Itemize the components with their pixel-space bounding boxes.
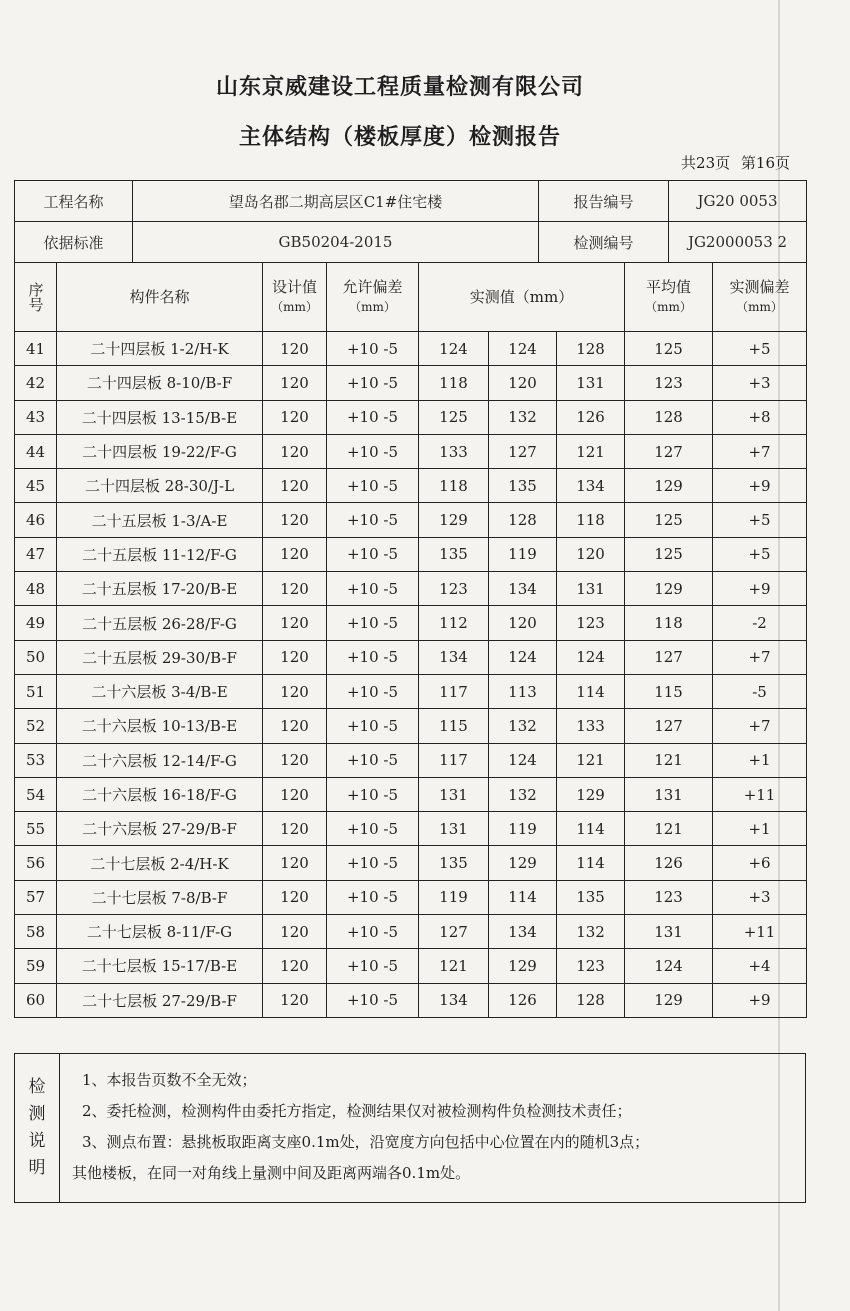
row-component-name: 二十七层板 15-17/B-E bbox=[57, 949, 263, 983]
row-tolerance: +10 -5 bbox=[327, 640, 419, 674]
row-measured-2: 120 bbox=[489, 366, 557, 400]
table-row bbox=[15, 846, 807, 880]
notes-label-text: 检测说明 bbox=[28, 1077, 46, 1178]
table-header-row bbox=[15, 263, 807, 332]
row-seq: 58 bbox=[15, 915, 57, 949]
row-measured-3: 114 bbox=[557, 812, 625, 846]
page-info bbox=[675, 152, 790, 173]
table-body bbox=[15, 332, 807, 1018]
row-seq: 44 bbox=[15, 434, 57, 468]
row-measured-1: 123 bbox=[419, 572, 489, 606]
row-measured-3: 133 bbox=[557, 709, 625, 743]
row-component-name: 二十四层板 28-30/J-L bbox=[57, 469, 263, 503]
row-average: 126 bbox=[625, 846, 713, 880]
header-avg-label: 平均值 bbox=[646, 278, 692, 296]
row-seq: 59 bbox=[15, 949, 57, 983]
row-design-value: 120 bbox=[263, 572, 327, 606]
total-pages: 共23页 bbox=[681, 154, 731, 172]
header-tolerance-label: 允许偏差 bbox=[342, 278, 403, 296]
row-design-value: 120 bbox=[263, 674, 327, 708]
row-design-value: 120 bbox=[263, 915, 327, 949]
row-component-name: 二十七层板 27-29/B-F bbox=[57, 983, 263, 1017]
row-component-name: 二十五层板 1-3/A-E bbox=[57, 503, 263, 537]
row-deviation: -5 bbox=[713, 674, 807, 708]
row-seq: 53 bbox=[15, 743, 57, 777]
row-measured-2: 124 bbox=[489, 332, 557, 366]
project-label: 工程名称 bbox=[15, 181, 133, 222]
row-measured-1: 125 bbox=[419, 400, 489, 434]
row-seq: 42 bbox=[15, 366, 57, 400]
header-design-unit: （mm） bbox=[271, 300, 318, 314]
header-deviation-unit: （mm） bbox=[736, 300, 783, 314]
row-measured-3: 126 bbox=[557, 400, 625, 434]
row-design-value: 120 bbox=[263, 812, 327, 846]
row-seq: 49 bbox=[15, 606, 57, 640]
row-measured-3: 123 bbox=[557, 606, 625, 640]
header-deviation-label: 实测偏差 bbox=[729, 278, 790, 296]
table-row bbox=[15, 983, 807, 1017]
project-value: 望岛名郡二期高层区C1#住宅楼 bbox=[133, 181, 539, 222]
row-tolerance: +10 -5 bbox=[327, 606, 419, 640]
row-measured-3: 128 bbox=[557, 332, 625, 366]
notes-label bbox=[15, 1054, 60, 1203]
row-seq: 45 bbox=[15, 469, 57, 503]
row-design-value: 120 bbox=[263, 469, 327, 503]
row-deviation: +9 bbox=[713, 983, 807, 1017]
row-deviation: +5 bbox=[713, 537, 807, 571]
standard-label: 依据标准 bbox=[15, 222, 133, 263]
table-row bbox=[15, 606, 807, 640]
row-design-value: 120 bbox=[263, 332, 327, 366]
row-design-value: 120 bbox=[263, 777, 327, 811]
row-design-value: 120 bbox=[263, 366, 327, 400]
table-row bbox=[15, 674, 807, 708]
table-row bbox=[15, 572, 807, 606]
current-page: 第16页 bbox=[740, 154, 790, 172]
row-average: 125 bbox=[625, 503, 713, 537]
row-measured-2: 135 bbox=[489, 469, 557, 503]
row-seq: 56 bbox=[15, 846, 57, 880]
row-tolerance: +10 -5 bbox=[327, 537, 419, 571]
table-row bbox=[15, 537, 807, 571]
row-deviation: +5 bbox=[713, 332, 807, 366]
row-measured-1: 117 bbox=[419, 743, 489, 777]
row-average: 121 bbox=[625, 812, 713, 846]
row-measured-2: 129 bbox=[489, 949, 557, 983]
row-tolerance: +10 -5 bbox=[327, 400, 419, 434]
row-component-name: 二十六层板 10-13/B-E bbox=[57, 709, 263, 743]
row-design-value: 120 bbox=[263, 983, 327, 1017]
row-measured-1: 118 bbox=[419, 366, 489, 400]
table-row bbox=[15, 915, 807, 949]
table-row bbox=[15, 709, 807, 743]
row-deviation: +7 bbox=[713, 640, 807, 674]
row-tolerance: +10 -5 bbox=[327, 503, 419, 537]
row-tolerance: +10 -5 bbox=[327, 469, 419, 503]
table-row bbox=[15, 503, 807, 537]
row-seq: 46 bbox=[15, 503, 57, 537]
row-seq: 50 bbox=[15, 640, 57, 674]
company-name: 山东京威建设工程质量检测有限公司 bbox=[215, 74, 584, 100]
row-measured-3: 121 bbox=[557, 434, 625, 468]
row-deviation: +11 bbox=[713, 915, 807, 949]
header-deviation bbox=[713, 263, 807, 332]
row-measured-1: 112 bbox=[419, 606, 489, 640]
row-deviation: +3 bbox=[713, 366, 807, 400]
row-measured-3: 131 bbox=[557, 572, 625, 606]
row-design-value: 120 bbox=[263, 503, 327, 537]
note-item: 其他楼板，在同一对角线上量测中间及距离两端各0.1m处。 bbox=[72, 1164, 471, 1182]
row-measured-3: 118 bbox=[557, 503, 625, 537]
row-average: 118 bbox=[625, 606, 713, 640]
row-design-value: 120 bbox=[263, 949, 327, 983]
row-measured-2: 119 bbox=[489, 537, 557, 571]
table-row bbox=[15, 777, 807, 811]
row-seq: 54 bbox=[15, 777, 57, 811]
header-design bbox=[263, 263, 327, 332]
row-tolerance: +10 -5 bbox=[327, 366, 419, 400]
row-average: 131 bbox=[625, 777, 713, 811]
row-tolerance: +10 -5 bbox=[327, 915, 419, 949]
row-average: 123 bbox=[625, 366, 713, 400]
header-avg-unit: （mm） bbox=[645, 300, 692, 314]
test-no-value: JG2000053 2 bbox=[669, 222, 807, 263]
row-deviation: +5 bbox=[713, 503, 807, 537]
header-tolerance-unit: （mm） bbox=[349, 300, 396, 314]
row-component-name: 二十四层板 19-22/F-G bbox=[57, 434, 263, 468]
row-measured-3: 121 bbox=[557, 743, 625, 777]
row-measured-1: 118 bbox=[419, 469, 489, 503]
row-deviation: +7 bbox=[713, 434, 807, 468]
row-measured-2: 113 bbox=[489, 674, 557, 708]
header-name: 构件名称 bbox=[57, 263, 263, 332]
row-deviation: +11 bbox=[713, 777, 807, 811]
row-measured-2: 132 bbox=[489, 709, 557, 743]
report-title: 主体结构（楼板厚度）检测报告 bbox=[238, 124, 561, 150]
row-component-name: 二十六层板 16-18/F-G bbox=[57, 777, 263, 811]
row-average: 125 bbox=[625, 537, 713, 571]
row-component-name: 二十六层板 27-29/B-F bbox=[57, 812, 263, 846]
row-measured-2: 126 bbox=[489, 983, 557, 1017]
row-deviation: +6 bbox=[713, 846, 807, 880]
row-measured-1: 134 bbox=[419, 983, 489, 1017]
row-component-name: 二十五层板 17-20/B-E bbox=[57, 572, 263, 606]
row-deviation: +1 bbox=[713, 812, 807, 846]
row-seq: 52 bbox=[15, 709, 57, 743]
row-measured-3: 120 bbox=[557, 537, 625, 571]
row-deviation: +3 bbox=[713, 880, 807, 914]
row-design-value: 120 bbox=[263, 434, 327, 468]
row-deviation: +1 bbox=[713, 743, 807, 777]
row-measured-3: 135 bbox=[557, 880, 625, 914]
row-measured-2: 132 bbox=[489, 400, 557, 434]
row-measured-1: 131 bbox=[419, 777, 489, 811]
row-seq: 55 bbox=[15, 812, 57, 846]
row-measured-1: 127 bbox=[419, 915, 489, 949]
row-tolerance: +10 -5 bbox=[327, 949, 419, 983]
table-row bbox=[15, 949, 807, 983]
row-average: 127 bbox=[625, 709, 713, 743]
row-measured-1: 117 bbox=[419, 674, 489, 708]
row-seq: 43 bbox=[15, 400, 57, 434]
row-measured-3: 124 bbox=[557, 640, 625, 674]
row-tolerance: +10 -5 bbox=[327, 709, 419, 743]
row-component-name: 二十五层板 11-12/F-G bbox=[57, 537, 263, 571]
row-average: 127 bbox=[625, 434, 713, 468]
row-design-value: 120 bbox=[263, 743, 327, 777]
row-design-value: 120 bbox=[263, 537, 327, 571]
row-measured-2: 124 bbox=[489, 640, 557, 674]
row-average: 123 bbox=[625, 880, 713, 914]
row-measured-2: 134 bbox=[489, 915, 557, 949]
row-component-name: 二十七层板 7-8/B-F bbox=[57, 880, 263, 914]
row-measured-2: 134 bbox=[489, 572, 557, 606]
notes-row bbox=[15, 1054, 806, 1203]
row-measured-1: 124 bbox=[419, 332, 489, 366]
row-deviation: +9 bbox=[713, 469, 807, 503]
row-average: 129 bbox=[625, 572, 713, 606]
table-row bbox=[15, 880, 807, 914]
test-no-label: 检测编号 bbox=[539, 222, 669, 263]
row-design-value: 120 bbox=[263, 846, 327, 880]
row-deviation: -2 bbox=[713, 606, 807, 640]
table-row bbox=[15, 469, 807, 503]
row-tolerance: +10 -5 bbox=[327, 743, 419, 777]
row-seq: 60 bbox=[15, 983, 57, 1017]
row-deviation: +8 bbox=[713, 400, 807, 434]
row-tolerance: +10 -5 bbox=[327, 812, 419, 846]
row-average: 128 bbox=[625, 400, 713, 434]
note-item: 3、测点布置：悬挑板取距离支座0.1m处，沿宽度方向包括中心位置在内的随机3点； bbox=[82, 1133, 650, 1151]
row-component-name: 二十七层板 8-11/F-G bbox=[57, 915, 263, 949]
row-tolerance: +10 -5 bbox=[327, 572, 419, 606]
row-measured-3: 131 bbox=[557, 366, 625, 400]
row-measured-1: 135 bbox=[419, 846, 489, 880]
header-seq: 序号 bbox=[15, 263, 57, 332]
row-component-name: 二十六层板 12-14/F-G bbox=[57, 743, 263, 777]
row-measured-3: 123 bbox=[557, 949, 625, 983]
row-average: 131 bbox=[625, 915, 713, 949]
row-average: 115 bbox=[625, 674, 713, 708]
report-no-value: JG20 0053 bbox=[669, 181, 807, 222]
row-measured-3: 134 bbox=[557, 469, 625, 503]
row-design-value: 120 bbox=[263, 606, 327, 640]
row-measured-1: 115 bbox=[419, 709, 489, 743]
row-measured-1: 134 bbox=[419, 640, 489, 674]
row-measured-3: 129 bbox=[557, 777, 625, 811]
notes-body bbox=[60, 1054, 806, 1203]
info-row-standard bbox=[15, 222, 807, 263]
info-table bbox=[14, 180, 807, 263]
standard-value: GB50204-2015 bbox=[133, 222, 539, 263]
row-design-value: 120 bbox=[263, 640, 327, 674]
table-row bbox=[15, 434, 807, 468]
row-measured-3: 132 bbox=[557, 915, 625, 949]
row-measured-3: 128 bbox=[557, 983, 625, 1017]
row-seq: 47 bbox=[15, 537, 57, 571]
row-component-name: 二十七层板 2-4/H-K bbox=[57, 846, 263, 880]
row-measured-1: 133 bbox=[419, 434, 489, 468]
header-measured: 实测值（mm） bbox=[419, 263, 625, 332]
header-tolerance bbox=[327, 263, 419, 332]
row-component-name: 二十四层板 8-10/B-F bbox=[57, 366, 263, 400]
row-measured-1: 135 bbox=[419, 537, 489, 571]
row-average: 125 bbox=[625, 332, 713, 366]
row-measured-2: 129 bbox=[489, 846, 557, 880]
row-tolerance: +10 -5 bbox=[327, 880, 419, 914]
row-component-name: 二十五层板 26-28/F-G bbox=[57, 606, 263, 640]
row-measured-2: 119 bbox=[489, 812, 557, 846]
table-row bbox=[15, 812, 807, 846]
table-row bbox=[15, 640, 807, 674]
row-seq: 41 bbox=[15, 332, 57, 366]
row-measured-1: 119 bbox=[419, 880, 489, 914]
row-measured-1: 131 bbox=[419, 812, 489, 846]
row-measured-2: 132 bbox=[489, 777, 557, 811]
measurement-table bbox=[14, 262, 807, 1018]
row-tolerance: +10 -5 bbox=[327, 983, 419, 1017]
row-measured-2: 114 bbox=[489, 880, 557, 914]
row-deviation: +7 bbox=[713, 709, 807, 743]
table-row bbox=[15, 400, 807, 434]
row-design-value: 120 bbox=[263, 880, 327, 914]
row-measured-3: 114 bbox=[557, 674, 625, 708]
row-design-value: 120 bbox=[263, 400, 327, 434]
row-component-name: 二十四层板 13-15/B-E bbox=[57, 400, 263, 434]
row-average: 129 bbox=[625, 469, 713, 503]
table-row bbox=[15, 332, 807, 366]
report-no-label: 报告编号 bbox=[539, 181, 669, 222]
row-tolerance: +10 -5 bbox=[327, 846, 419, 880]
row-measured-1: 129 bbox=[419, 503, 489, 537]
note-item: 2、委托检测，检测构件由委托方指定，检测结果仅对被检测构件负检测技术责任； bbox=[82, 1102, 632, 1120]
row-tolerance: +10 -5 bbox=[327, 674, 419, 708]
row-tolerance: +10 -5 bbox=[327, 777, 419, 811]
row-component-name: 二十五层板 29-30/B-F bbox=[57, 640, 263, 674]
row-measured-2: 124 bbox=[489, 743, 557, 777]
row-seq: 57 bbox=[15, 880, 57, 914]
row-measured-2: 127 bbox=[489, 434, 557, 468]
row-design-value: 120 bbox=[263, 709, 327, 743]
row-measured-1: 121 bbox=[419, 949, 489, 983]
row-seq: 51 bbox=[15, 674, 57, 708]
row-average: 127 bbox=[625, 640, 713, 674]
row-deviation: +9 bbox=[713, 572, 807, 606]
row-measured-2: 120 bbox=[489, 606, 557, 640]
row-measured-2: 128 bbox=[489, 503, 557, 537]
row-component-name: 二十六层板 3-4/B-E bbox=[57, 674, 263, 708]
row-average: 124 bbox=[625, 949, 713, 983]
row-component-name: 二十四层板 1-2/H-K bbox=[57, 332, 263, 366]
row-deviation: +4 bbox=[713, 949, 807, 983]
notes-table bbox=[14, 1053, 806, 1203]
row-average: 129 bbox=[625, 983, 713, 1017]
row-seq: 48 bbox=[15, 572, 57, 606]
info-row-project bbox=[15, 181, 807, 222]
row-tolerance: +10 -5 bbox=[327, 332, 419, 366]
row-measured-3: 114 bbox=[557, 846, 625, 880]
header-avg bbox=[625, 263, 713, 332]
note-item: 1、本报告页数不全无效； bbox=[82, 1071, 257, 1089]
row-average: 121 bbox=[625, 743, 713, 777]
row-tolerance: +10 -5 bbox=[327, 434, 419, 468]
table-row bbox=[15, 366, 807, 400]
table-row bbox=[15, 743, 807, 777]
header-design-label: 设计值 bbox=[271, 278, 317, 296]
